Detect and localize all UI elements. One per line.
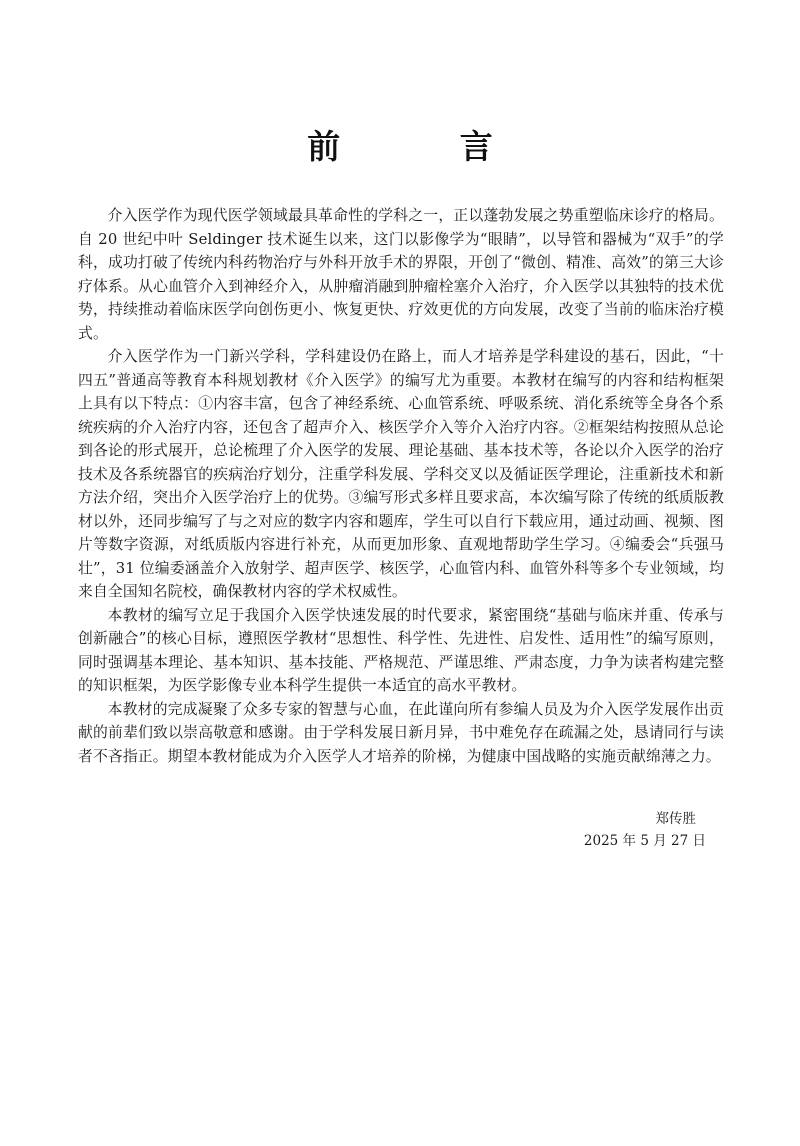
paragraph-1: 介入医学作为现代医学领域最具革命性的学科之一，正以蓬勃发展之势重塑临床诊疗的格局。自 20 世纪中叶 Seldinger 技术诞生以来，这门以影像学为“眼睛”，以导管和器械为“双手”的学科，成功打破了传统内科药物治疗与外科开放手术的界限，开创了“微创、精准、高效”的第三大诊疗体系。从心血管介入到神经介入，从肿瘤消融到肿瘤栓塞介入治疗，介入医学以其独特的技术优势，持续推动着临床医学向创伤更小、恢复更快、疗效更优的方向发展，改变了当前的临床治疗模式。 <box>78 207 724 342</box>
page-title: 前 言 <box>307 127 547 166</box>
signature-date: 2025 年 5 月 27 日 <box>583 833 706 849</box>
paragraph-2: 介入医学作为一门新兴学科，学科建设仍在路上，而人才培养是学科建设的基石，因此，“十四五”普通高等教育本科规划教材《介入医学》的编写尤为重要。本教材在编写的内容和结构框架上具有以下特点：①内容丰富，包含了神经系统、心血管系统、呼吸系统、消化系统等全身各个系统疾病的介入治疗内容，还包含了超声介入、核医学介入等介入治疗内容。②框架结构按照从总论到各论的形式展开，总论梳理了介入医学的发展、理论基础、基本技术等，各论以介入医学的治疗技术及各系统器官的疾病治疗划分，注重学科发展、学科交叉以及循证医学理论，注重新技术和新方法介绍，突出介入医学治疗上的优势。③编写形式多样且要求高，本次编写除了传统的纸质版教材以外，还同步编写了与之对应的数字内容和题库，学生可以自行下载应用，通过动画、视频、图片等数字资源，对纸质版内容进行补充，从而更加形象、直观地帮助学生学习。④编委会“兵强马壮”，31 位编委涵盖介入放射学、超声医学、核医学，心血管内科、血管外科等多个专业领域，均来自全国知名院校，确保教材内容的学术权威性。 <box>78 348 724 600</box>
preface-body <box>78 204 724 768</box>
signature-block <box>584 808 706 852</box>
paragraph-3: 本教材的编写立足于我国介入医学快速发展的时代要求，紧密围绕“基础与临床并重、传承与创新融合”的核心目标，遵照医学教材“思想性、科学性、先进性、启发性、适用性”的编写原则，同时强调基本理论、基本知识、基本技能、严格规范、严谨思维、严肃态度，力争为读者构建完整的知识框架，为医学影像专业本科学生提供一本适宜的高水平教材。 <box>78 606 724 694</box>
author-name: 郑传胜 <box>655 811 696 827</box>
paragraph-4: 本教材的完成凝聚了众多专家的智慧与心血，在此谨向所有参编人员及为介入医学发展作出贡献的前辈们致以崇高敬意和感谢。由于学科发展日新月异，书中难免存在疏漏之处，恳请同行与读者不吝指正。期望本教材能成为介入医学人才培养的阶梯，为健康中国战略的实施贡献绵薄之力。 <box>78 700 724 765</box>
